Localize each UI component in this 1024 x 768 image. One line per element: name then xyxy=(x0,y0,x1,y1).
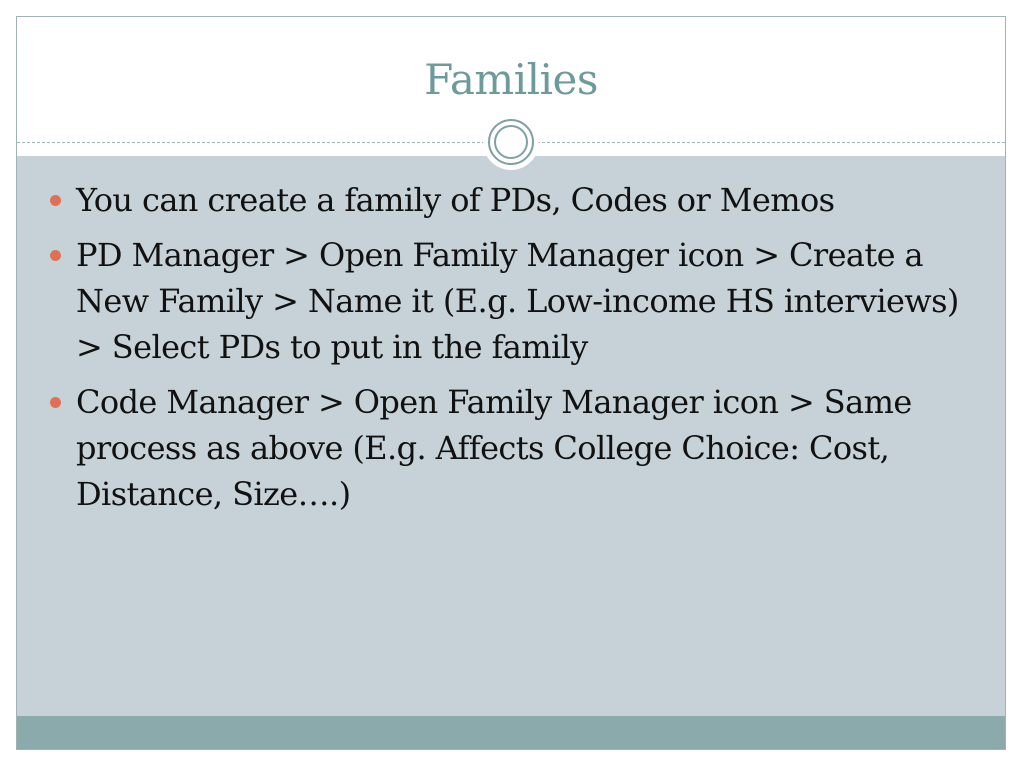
bullet-text: Code Manager > Open Family Manager icon > Same process as above (E.g. Affects College Choice: Cost, Distance, Size….) xyxy=(76,383,912,513)
list-item xyxy=(47,177,977,223)
ornament-inner-ring xyxy=(494,125,528,159)
list-item xyxy=(47,379,977,517)
bullet-dot-icon xyxy=(50,250,61,261)
bullet-list xyxy=(47,177,977,517)
bullet-dot-icon xyxy=(50,397,61,408)
bullet-text: PD Manager > Open Family Manager icon > Create a New Family > Name it (E.g. Low-income HS interviews) > Select PDs to put in the family xyxy=(76,236,959,366)
slide xyxy=(16,16,1006,750)
slide-title: Families xyxy=(424,55,598,104)
circle-ornament-icon xyxy=(483,114,539,170)
list-item xyxy=(47,232,977,370)
bullet-text: You can create a family of PDs, Codes or Memos xyxy=(76,181,835,219)
content-area xyxy=(47,177,977,526)
ornament-ring xyxy=(488,119,534,165)
footer-band xyxy=(17,716,1005,750)
bullet-dot-icon xyxy=(50,195,61,206)
